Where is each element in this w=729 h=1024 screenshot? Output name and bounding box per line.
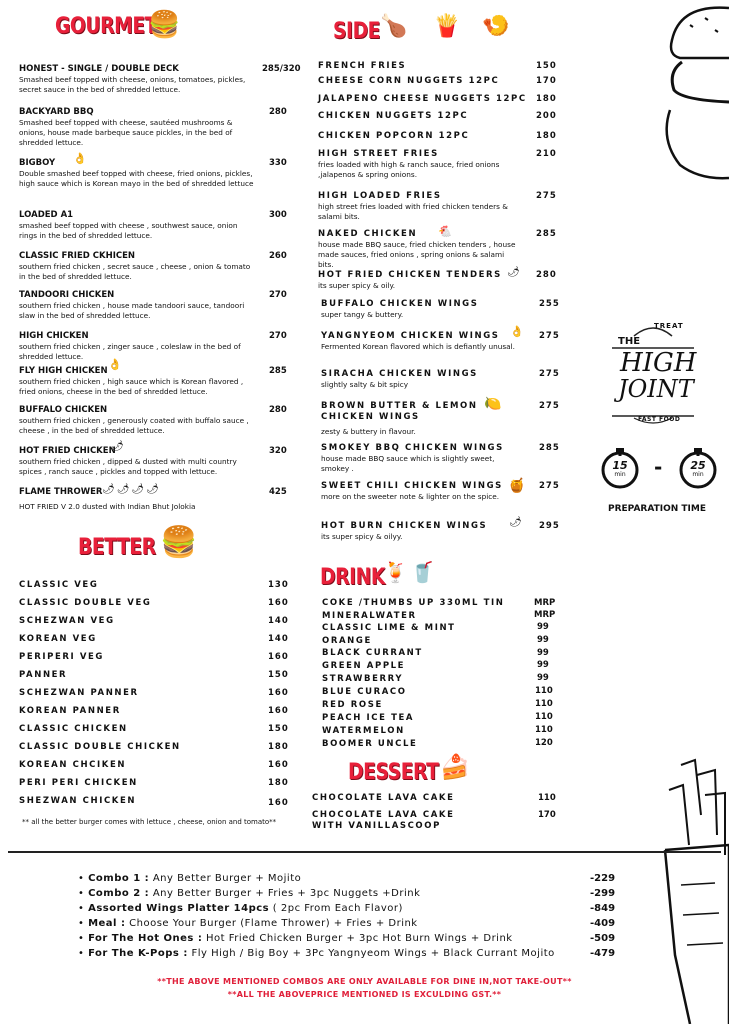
prep-max-unit: min [692, 471, 704, 478]
combo-title: Assorted Wings Platter 14pcs [88, 903, 270, 914]
high-joint-logo [604, 318, 702, 428]
item-price: 200 [536, 111, 557, 121]
chili-icon: 🌶 [509, 517, 522, 528]
item-price: 330 [269, 158, 287, 168]
item-price: 99 [537, 648, 549, 658]
item-price: 270 [269, 290, 287, 300]
item-name: FRENCH FRIES [318, 61, 407, 71]
item-price: 180 [536, 94, 557, 104]
item-description: Fermented Korean flavored which is defiantly unusal. [321, 342, 516, 351]
hand-emoji-icon: 👌 [73, 152, 87, 165]
item-name: SHEZWAN CHICKEN [19, 796, 137, 806]
combo-price: -479 [590, 948, 616, 959]
item-price: 160 [268, 798, 289, 808]
honey-jar-icon: 🍯 [508, 478, 526, 494]
menu-item [19, 290, 319, 321]
item-name: HOT BURN CHICKEN WINGS [321, 521, 488, 531]
item-price: 270 [269, 331, 287, 341]
item-name: HOT FRIED CHICKEN TENDERS [318, 270, 502, 280]
menu-item [321, 521, 521, 542]
item-price: 99 [537, 660, 549, 670]
soda-can-icon: 🥤 [410, 560, 435, 584]
stopwatch-min-icon [598, 446, 642, 490]
item-price: 180 [536, 131, 557, 141]
item-name: MINERALWATER [322, 611, 417, 621]
item-price: 160 [268, 760, 289, 770]
item-name: NAKED CHICKEN [318, 229, 418, 239]
item-name: SCHEZWAN VEG [19, 616, 115, 626]
item-name: PERI PERI CHICKEN [19, 778, 138, 788]
menu-item [19, 366, 319, 397]
burger-icon: 🍔 [160, 525, 198, 560]
item-description: southern fried chicken , dipped & dusted with multi country spices , ranch sauce , pickles and topped with lettuce. [19, 457, 237, 476]
prep-min-unit: min [614, 471, 626, 478]
item-name: CHOCOLATE LAVA CAKE WITH VANILLASCOOP [312, 810, 455, 831]
nuggets-icon: 🍤 [482, 14, 510, 39]
combo-item: • Combo 1 : Any Better Burger + Mojito [78, 873, 302, 884]
item-price: 300 [269, 210, 287, 220]
item-price: 280 [269, 405, 287, 415]
item-name: BROWN BUTTER & LEMON CHICKEN WINGS [321, 401, 478, 422]
menu-item [318, 191, 518, 222]
item-description: Smashed beef topped with cheese, onions, tomatoes, pickles, secret sauce in the bed of shredded lettuce. [19, 75, 246, 94]
item-description: high street fries loaded with fried chicken tenders & salami bits. [318, 202, 508, 221]
item-description: southern fried chicken , secret sauce , cheese , onion & tomato in the bed of shredded lettuce. [19, 262, 251, 281]
menu-item [321, 299, 521, 320]
menu-item [318, 149, 518, 180]
item-name: HIGH LOADED FRIES [318, 191, 442, 201]
item-price: 99 [537, 635, 549, 645]
menu-item [19, 487, 319, 512]
mojito-icon: 🍹 [383, 560, 408, 584]
item-name: KOREAN VEG [19, 634, 97, 644]
logo-line1: THE [618, 336, 641, 347]
logo-line2: HIGH [620, 348, 697, 378]
item-name: CLASSIC LIME & MINT [322, 623, 456, 633]
item-price: 275 [536, 191, 557, 201]
side-heading: SIDE [333, 19, 381, 44]
combo-price: -849 [590, 903, 616, 914]
item-price: MRP [534, 610, 556, 620]
combo-text: Any Better Burger + Fries + 3pc Nuggets +Drink [149, 888, 421, 899]
menu-item [19, 331, 319, 362]
notice-gst: **ALL THE ABOVEPRICE MENTIONED IS EXCULDING GST.** [227, 990, 502, 999]
item-name: PEACH ICE TEA [322, 713, 415, 723]
combo-title: For The Hot Ones : [88, 933, 203, 944]
item-name: GREEN APPLE [322, 661, 406, 671]
item-description: house made BBQ sauce which is slightly sweet, smokey . [321, 454, 495, 473]
item-price: 150 [536, 61, 557, 71]
item-name: LOADED A1 [19, 210, 74, 220]
item-name: CLASSIC DOUBLE VEG [19, 598, 152, 608]
notice-dine-in: **THE ABOVE MENTIONED COMBOS ARE ONLY AVAILABLE FOR DINE IN,NOT TAKE-OUT** [157, 977, 572, 986]
combo-price: -299 [590, 888, 616, 899]
hand-emoji-icon: 👌 [510, 325, 524, 338]
item-price: 180 [268, 778, 289, 788]
item-name: CLASSIC DOUBLE CHICKEN [19, 742, 181, 752]
menu-item [321, 401, 486, 437]
item-name: HONEST - SINGLE / DOUBLE DECK [19, 64, 179, 74]
menu-item [321, 443, 521, 474]
item-price: 275 [539, 481, 560, 491]
item-name: HOT FRIED CHICKEN [19, 446, 116, 456]
combo-title: Meal : [88, 918, 126, 929]
item-price: 255 [539, 299, 560, 309]
burger-sketch-icon [660, 0, 729, 185]
prep-dash: - [654, 455, 663, 479]
item-price: 170 [536, 76, 557, 86]
item-price: 160 [268, 652, 289, 662]
item-name: CHOCOLATE LAVA CAKE [312, 793, 455, 803]
item-description: southern fried chicken , zinger sauce , coleslaw in the bed of shredded lettuce. [19, 342, 241, 361]
item-description: its super spicy & oily. [318, 281, 396, 290]
item-description: Smashed beef topped with cheese, sautéed mushrooms & onions, house made barbeque sauce pickles, in the bed of shredded lettuce. [19, 118, 233, 147]
item-name: BUFFALO CHICKEN [19, 405, 108, 415]
menu-item [19, 446, 319, 477]
combo-price: -409 [590, 918, 616, 929]
item-name: PERIPERI VEG [19, 652, 105, 662]
prep-label: PREPARATION TIME [608, 504, 707, 514]
item-price: 140 [268, 616, 289, 626]
cake-icon: 🍰 [440, 753, 470, 781]
item-description: HOT FRIED V 2.0 dusted with Indian Bhut Jolokia [19, 502, 196, 511]
item-description: fries loaded with high & ranch sauce, fried onions ,jalapenos & spring onions. [318, 160, 500, 179]
item-name: SCHEZWAN PANNER [19, 688, 139, 698]
drink-heading: DRINK [320, 565, 385, 590]
item-price: 425 [269, 487, 287, 497]
item-name: BIGBOY [19, 158, 56, 168]
item-name: TANDOORI CHICKEN [19, 290, 115, 300]
combo-price: -509 [590, 933, 616, 944]
item-price: 160 [268, 688, 289, 698]
item-price: 110 [535, 712, 553, 722]
item-name: YANGNYEOM CHICKEN WINGS [321, 331, 500, 341]
item-description: Double smashed beef topped with cheese, fried onions, pickles, high sauce which is Korean mayo in the bed of shredded lettuce [19, 169, 254, 188]
combo-item: • For The Hot Ones : Hot Fried Chicken Burger + 3pc Hot Burn Wings + Drink [78, 933, 513, 944]
prep-min-time: 15 [612, 459, 628, 472]
hand-emoji-icon: 👌 [108, 358, 122, 371]
menu-item [19, 64, 319, 95]
item-name: BOOMER UNCLE [322, 739, 418, 749]
item-price: 275 [539, 401, 560, 411]
item-name: SMOKEY BBQ CHICKEN WINGS [321, 443, 504, 453]
item-price: 285 [539, 443, 560, 453]
chili-icon: 🌶 [507, 267, 520, 278]
item-price: 170 [538, 810, 556, 820]
combo-item: • Meal : Choose Your Burger (Flame Thrower) + Fries + Drink [78, 918, 418, 929]
item-name: HIGH STREET FRIES [318, 149, 439, 159]
item-price: 140 [268, 634, 289, 644]
item-name: CHICKEN POPCORN 12PC [318, 131, 470, 141]
logo-arc-bottom: FAST FOOD [638, 416, 681, 423]
item-name: SIRACHA CHICKEN WINGS [321, 369, 478, 379]
burger-icon: 🍔 [148, 10, 181, 40]
item-price: 150 [268, 724, 289, 734]
menu-item [318, 229, 518, 270]
item-name: RED ROSE [322, 700, 383, 710]
item-price: 150 [268, 670, 289, 680]
item-name: WATERMELON [322, 726, 405, 736]
menu-item [19, 107, 319, 148]
item-price: 285 [269, 366, 287, 376]
item-name: FLY HIGH CHICKEN [19, 366, 108, 376]
item-name: BUFFALO CHICKEN WINGS [321, 299, 479, 309]
combo-text: Fly High / Big Boy + 3Pc Yangnyeom Wings + Black Currant Mojito [187, 948, 555, 959]
item-description: more on the sweeter note & lighter on the spice. [321, 492, 500, 501]
item-price: 280 [269, 107, 287, 117]
item-name: KOREAN CHCIKEN [19, 760, 127, 770]
item-name: ORANGE [322, 636, 372, 646]
item-name: FLAME THROWER [19, 487, 103, 497]
menu-item [318, 270, 518, 291]
prep-max-time: 25 [690, 459, 706, 472]
lemon-butter-icon: 🍋 [484, 396, 502, 412]
stopwatch-max-icon [676, 446, 720, 490]
item-description: slightly salty & bit spicy [321, 380, 409, 389]
item-name: HIGH CHICKEN [19, 331, 89, 341]
combo-price: -229 [590, 873, 616, 884]
chili-icon: 🌶🌶🌶🌶 [102, 484, 161, 495]
item-name: BLUE CURACO [322, 687, 407, 697]
combo-title: Combo 2 : [88, 888, 150, 899]
combo-divider [8, 851, 721, 853]
item-price: 110 [535, 699, 553, 709]
item-description: southern fried chicken , high sauce which is Korean flavored , fried onions, cheese in the bed of shredded lettuce. [19, 377, 244, 396]
item-name: STRAWBERRY [322, 674, 404, 684]
item-name: CLASSIC VEG [19, 580, 99, 590]
item-name: PANNER [19, 670, 68, 680]
item-name: KOREAN PANNER [19, 706, 121, 716]
item-price: 110 [535, 725, 553, 735]
item-price: 160 [268, 598, 289, 608]
combo-item: • Combo 2 : Any Better Burger + Fries + 3pc Nuggets +Drink [78, 888, 421, 899]
item-price: 120 [535, 738, 553, 748]
item-price: 110 [538, 793, 556, 803]
item-price: 285/320 [262, 64, 301, 74]
item-description: southern fried chicken , house made tandoori sauce, tandoori slaw in the bed of shredded lettuce. [19, 301, 245, 320]
combo-title: For The K-Pops : [88, 948, 188, 959]
chicken-emoji-icon: 🐔 [438, 225, 452, 238]
menu-item [321, 331, 521, 352]
item-name: BACKYARD BBQ [19, 107, 94, 117]
item-price: 260 [269, 251, 287, 261]
combo-text: ( 2pc From Each Flavor) [269, 903, 403, 914]
item-price: MRP [534, 598, 556, 608]
item-description: its super spicy & oilyy. [321, 532, 403, 541]
item-price: 160 [268, 706, 289, 716]
combo-item: • For The K-Pops : Fly High / Big Boy + 3Pc Yangnyeom Wings + Black Currant Mojito [78, 948, 555, 959]
item-name: CHICKEN NUGGETS 12PC [318, 111, 469, 121]
item-description: smashed beef topped with cheese , southwest sauce, onion rings in the bed of shredded lettuce. [19, 221, 238, 240]
menu-item [19, 158, 319, 189]
item-price: 99 [537, 622, 549, 632]
item-price: 180 [268, 742, 289, 752]
item-name: CLASSIC CHICKEN [19, 724, 128, 734]
gourmet-heading: GOURMET [55, 14, 157, 39]
combo-text: Choose Your Burger (Flame Thrower) + Fries + Drink [125, 918, 418, 929]
menu-item [19, 210, 319, 241]
item-description: zesty & buttery in flavour. [321, 427, 416, 436]
chili-icon: 🌶 [111, 441, 124, 452]
fries-icon: 🍟 [433, 14, 461, 39]
item-price: 285 [536, 229, 557, 239]
item-price: 130 [268, 580, 289, 590]
better-note: ** all the better burger comes with lettuce , cheese, onion and tomato** [22, 818, 277, 826]
combo-title: Combo 1 : [88, 873, 150, 884]
item-price: 210 [536, 149, 557, 159]
item-name: CLASSIC FRIED CKHICEN [19, 251, 136, 261]
logo-line3: JOINT [618, 375, 694, 403]
combo-text: Hot Fried Chicken Burger + 3pc Hot Burn Wings + Drink [202, 933, 513, 944]
combo-item: • Assorted Wings Platter 14pcs ( 2pc From Each Flavor) [78, 903, 403, 914]
menu-item [321, 369, 521, 390]
item-name: CHEESE CORN NUGGETS 12PC [318, 76, 500, 86]
logo-arc-top: TREAT [654, 322, 684, 330]
item-name: JALAPENO CHEESE NUGGETS 12PC [318, 94, 527, 104]
wings-plate-icon: 🍗 [380, 14, 408, 39]
menu-item [19, 251, 319, 282]
item-price: 110 [535, 686, 553, 696]
item-name: BLACK CURRANT [322, 648, 423, 658]
better-heading: BETTER [78, 535, 156, 560]
item-description: house made BBQ sauce, fried chicken tenders , house made sauces, fried onions , spring onions & salami bits. [318, 240, 516, 269]
item-name: SWEET CHILI CHICKEN WINGS [321, 481, 503, 491]
item-description: southern fried chicken , generously coated with buffalo sauce , cheese , in the bed of shredded lettuce. [19, 416, 249, 435]
item-price: 295 [539, 521, 560, 531]
dessert-heading: DESSERT [348, 760, 439, 785]
item-price: 275 [539, 369, 560, 379]
item-price: 320 [269, 446, 287, 456]
item-price: 275 [539, 331, 560, 341]
menu-item [321, 481, 511, 502]
item-price: 99 [537, 673, 549, 683]
item-description: super tangy & buttery. [321, 310, 404, 319]
item-name: COKE /THUMBS UP 330ML TIN [322, 598, 505, 608]
menu-item [19, 405, 319, 436]
item-price: 280 [536, 270, 557, 280]
combo-text: Any Better Burger + Mojito [149, 873, 302, 884]
